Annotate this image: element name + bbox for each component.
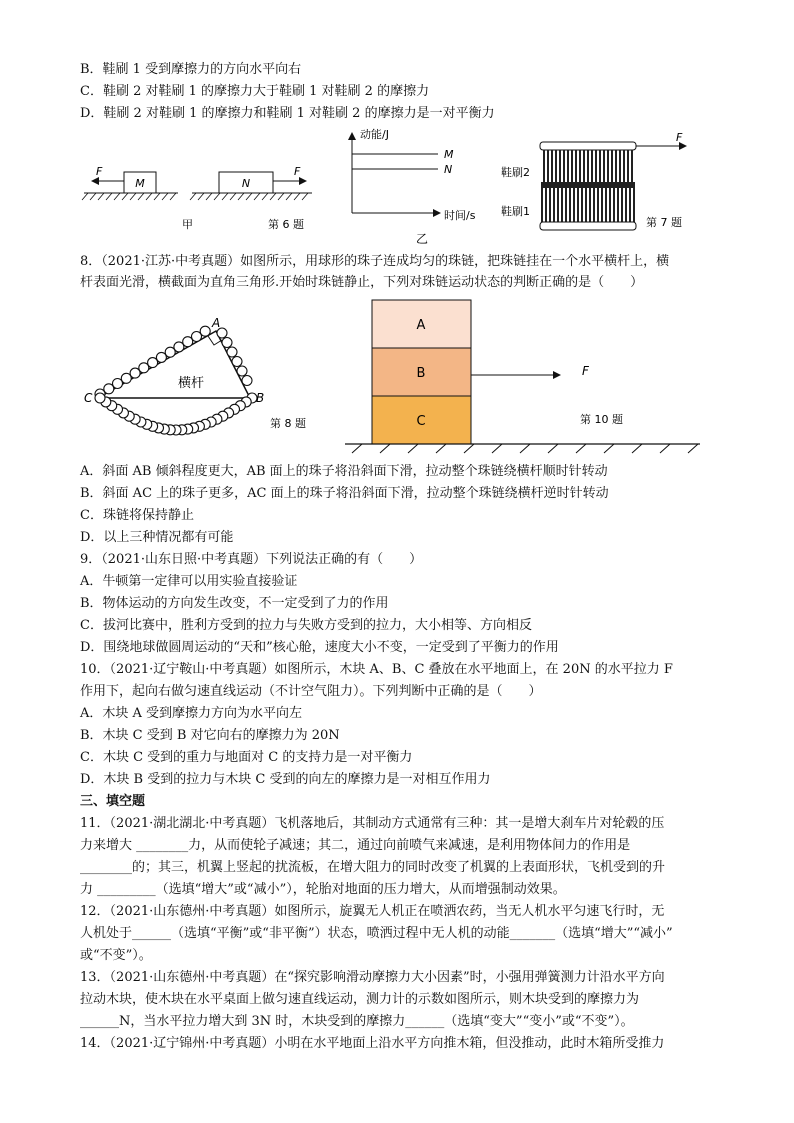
bead — [232, 357, 242, 367]
q8-stem-line-1: 8．（2021·江苏·中考真题）如图所示，用球形的珠子连成均匀的珠链，把珠链挂在一个水平横杆上，横 — [80, 254, 670, 269]
q9-option-b: B．物体运动的方向发生改变，不一定受到了力的作用 — [80, 596, 389, 611]
q9-option-c: C．拔河比赛中，胜利方受到的拉力与失败方受到的拉力，大小相等、方向相反 — [80, 618, 532, 633]
block-b-label: B — [416, 366, 426, 381]
q11-line-1: 11．（2021·湖北湖北·中考真题）飞机落地后，其制动方式通常有三种：其一是增大刹车片对轮毂的压 — [80, 816, 665, 831]
caption-7: 第 7 题 — [646, 216, 682, 229]
caption-8: 第 8 题 — [270, 417, 306, 430]
q13-line-1: 13．（2021·山东德州·中考真题）在“探究影响滑动摩擦力大小因素”时，小强用弹簧测力计沿水平方向 — [80, 970, 665, 985]
q12-line-3: 或“不变”）。 — [80, 948, 152, 963]
bar-label: 横杆 — [178, 376, 205, 391]
brush-1 — [540, 182, 636, 230]
label-a: A — [212, 316, 221, 330]
caption-10: 第 10 题 — [580, 413, 623, 426]
q10-option-d: D．木块 B 受到的拉力与木块 C 受到的向左的摩擦力是一对相互作用力 — [80, 772, 491, 787]
q11-line-3: ________的；其三，机翼上竖起的扰流板，在增大阻力的同时改变了机翼的上表面形状，飞机受到的升 — [80, 860, 666, 875]
bead — [121, 373, 131, 383]
q13-line-3: ______N，当水平拉力增大到 3N 时，木块受到的摩擦力______（选填“变大”“变小”或“不变”）。 — [80, 1014, 634, 1029]
q8-option-b: B．斜面 AC 上的珠子更多，AC 面上的珠子将沿斜面下滑，拉动整个珠链绕横杆逆时针转动 — [80, 486, 609, 501]
q9-option-d: D．围绕地球做圆周运动的“天和”核心舱，速度大小不变，一定受到了平衡力的作用 — [80, 640, 559, 655]
label-yi: 乙 — [416, 232, 429, 246]
label-b: B — [256, 391, 265, 405]
block-m-label: M — [135, 177, 145, 190]
q10-stem-line-2: 作用下，起向右做匀速直线运动（不计空气阻力）。下列判断中正确的是（ ） — [80, 684, 542, 699]
caption-6: 第 6 题 — [268, 218, 304, 231]
q7-option-b: B．鞋刷 1 受到摩擦力的方向水平向右 — [80, 62, 302, 77]
bead — [200, 326, 210, 336]
block-force-label: F — [582, 364, 589, 378]
q8-stem-line-2: 杆表面光滑，横截面为直角三角形.开始时珠链静止，下列对珠链运动状态的判断正确的是（ ） — [80, 275, 644, 290]
force-label-left: F — [96, 165, 103, 178]
q10-option-c: C．木块 C 受到的重力与地面对 C 的支持力是一对平衡力 — [80, 750, 413, 765]
q9-stem: 9．（2021·山东日照·中考真题）下列说法正确的有（ ） — [80, 552, 423, 567]
q11-line-4: 力 _________（选填“增大”或“减小”），轮胎对地面的压力增大，从而增强制动效果。 — [80, 882, 566, 897]
q10-stem-line-1: 10．（2021·辽宁鞍山·中考真题）如图所示，木块 A、B、C 叠放在水平地面上，在 20N 的水平拉力 F — [80, 662, 673, 677]
block-c-label: C — [416, 414, 426, 429]
figure-6-7 — [0, 125, 794, 250]
brush-2-label: 鞋刷2 — [501, 166, 530, 179]
bead — [95, 393, 105, 403]
q8-option-a: A．斜面 AB 倾斜程度更大，AB 面上的珠子将沿斜面下滑，拉动整个珠链绕横杆顺时针转动 — [80, 464, 608, 479]
q14-line-1: 14．（2021·辽宁锦州·中考真题）小明在水平地面上沿水平方向推木箱，但没推动，此时木箱所受推力 — [80, 1036, 665, 1051]
label-c: C — [84, 391, 93, 405]
graph-y-label: 动能/J — [360, 128, 389, 141]
bead — [237, 366, 247, 376]
graph-x-label: 时间/s — [444, 209, 476, 222]
ground-right — [190, 193, 312, 200]
bead — [148, 358, 158, 368]
q9-option-a: A．牛顿第一定律可以用实验直接验证 — [80, 574, 298, 589]
bead — [242, 376, 252, 386]
q10-option-b: B．木块 C 受到 B 对它向右的摩擦力为 20N — [80, 728, 340, 743]
brush-1-label: 鞋刷1 — [501, 205, 530, 218]
q10-option-a: A．木块 A 受到摩擦力方向为水平向左 — [80, 706, 303, 721]
bead — [156, 352, 166, 362]
bead — [139, 363, 149, 373]
q11-line-2: 力来增大 ________力，从而使轮子减速；其二，通过向前喷气来减速，是利用物体间力的作用是 — [80, 838, 631, 853]
q8-option-d: D．以上三种情况都有可能 — [80, 530, 234, 545]
bead — [174, 342, 184, 352]
ground-left — [82, 193, 178, 200]
q8-option-c: C．珠链将保持静止 — [80, 508, 194, 523]
force-label-right: F — [294, 165, 301, 178]
brush-force-label: F — [676, 131, 683, 144]
q7-option-c: C．鞋刷 2 对鞋刷 1 的摩擦力大于鞋刷 1 对鞋刷 2 的摩擦力 — [80, 84, 430, 99]
bead — [222, 338, 232, 348]
label-jia: 甲 — [182, 218, 193, 231]
figure-8-10 — [0, 295, 794, 455]
bead — [227, 347, 237, 357]
q12-line-2: 人机处于______（选填“平衡”或“非平衡”）状态，喷洒过程中无人机的动能_______（选填“增大”“减小” — [80, 926, 673, 941]
block-n-label: N — [241, 177, 251, 190]
section-heading: 三、填空题 — [80, 794, 146, 809]
brush-2 — [540, 142, 636, 188]
q13-line-2: 拉动木块，使木块在水平桌面上做匀速直线运动，测力计的示数如图所示，则木块受到的摩擦力为 — [80, 992, 640, 1007]
ground-fig10 — [345, 444, 700, 453]
q12-line-1: 12．（2021·山东德州·中考真题）如图所示，旋翼无人机正在喷洒农药，当无人机水平匀速飞行时，无 — [80, 904, 665, 919]
block-a-label: A — [416, 318, 426, 333]
bead — [183, 337, 193, 347]
q7-option-d: D．鞋刷 2 对鞋刷 1 的摩擦力和鞋刷 1 对鞋刷 2 的摩擦力是一对平衡力 — [80, 106, 495, 121]
graph-line-n-label: N — [444, 163, 453, 176]
graph-line-m-label: M — [444, 148, 454, 161]
bead — [113, 379, 123, 389]
